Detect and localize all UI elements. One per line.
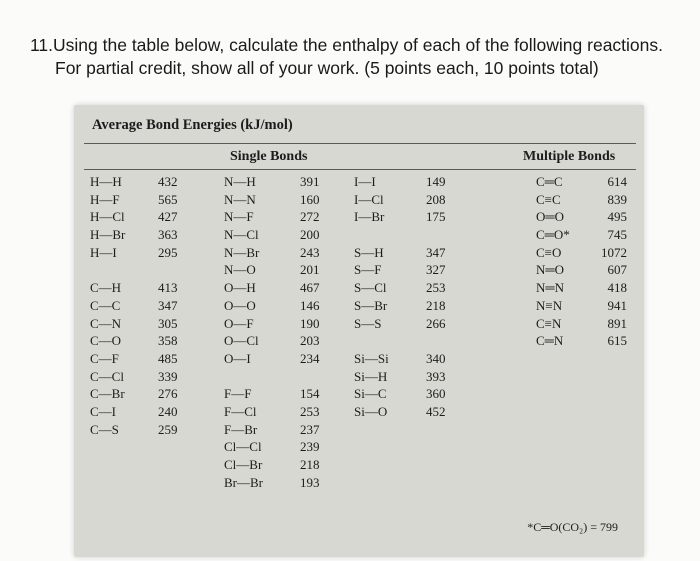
- multiple-bond-energy: 614: [607, 174, 627, 189]
- bond-energy: 193: [300, 474, 320, 490]
- table-row: [74, 386, 644, 404]
- table-footnote: *C═O(CO₂) = 799: [527, 520, 618, 534]
- bond-label: O—F: [224, 315, 254, 331]
- bond-label: N—N: [224, 191, 256, 207]
- bond-energy: 149: [426, 174, 446, 189]
- bond-energy: 272: [300, 209, 320, 225]
- bond-label: C—N: [90, 315, 122, 331]
- multiple-bond-label: N═N: [536, 280, 564, 296]
- bond-energy: 160: [300, 191, 320, 207]
- bond-label: O—H: [224, 280, 256, 296]
- bond-energy: 190: [300, 315, 320, 331]
- bond-label: C—S: [90, 421, 119, 437]
- bond-energy: 240: [158, 403, 178, 419]
- table-title: Average Bond Energies (kJ/mol): [92, 117, 293, 133]
- bond-energy: 253: [426, 280, 446, 296]
- table-row: [74, 245, 644, 263]
- bond-label: Cl—Br: [224, 457, 263, 472]
- bond-label: N—Cl: [224, 227, 259, 243]
- multiple-bond-energy: 941: [607, 297, 627, 313]
- table-row: [74, 369, 644, 387]
- bond-label: Si—Si: [354, 350, 389, 366]
- bond-label: N—F: [224, 209, 254, 225]
- table-row: [74, 333, 644, 351]
- bond-energy: 467: [300, 280, 320, 296]
- bond-energy: 360: [426, 386, 446, 402]
- bond-energy: 259: [158, 421, 178, 437]
- table-row: [74, 298, 644, 316]
- multiple-bond-energy: 418: [607, 280, 627, 296]
- bond-label: C—F: [90, 350, 119, 366]
- bond-label: I—Br: [354, 209, 385, 225]
- bond-energy: 218: [300, 457, 320, 472]
- bond-label: Cl—Cl: [224, 439, 262, 455]
- bond-label: O—I: [224, 350, 251, 366]
- bond-label: H—I: [90, 244, 117, 260]
- bond-energy-grid: [74, 174, 644, 492]
- multiple-bond-label: N═O: [536, 262, 564, 278]
- bond-label: F—Cl: [224, 403, 257, 419]
- single-bonds-header: Single Bonds: [230, 149, 308, 164]
- bond-energy: 427: [158, 209, 178, 225]
- bond-label: S—Cl: [354, 280, 387, 296]
- bond-label: C—Cl: [90, 368, 124, 384]
- table-row: [74, 174, 644, 192]
- bond-energy: 276: [158, 386, 178, 402]
- bond-label: O—O: [224, 297, 256, 313]
- multiple-bond-energy: 891: [607, 315, 627, 331]
- bond-energy: 327: [426, 262, 446, 278]
- bond-label: S—Br: [354, 297, 388, 313]
- bond-label: C—O: [90, 333, 122, 349]
- multiple-bond-label: N≡N: [536, 297, 563, 313]
- header-rule-top: [84, 143, 636, 144]
- multiple-bond-energy: 615: [607, 333, 627, 349]
- bond-energy: 363: [158, 227, 178, 243]
- table-row: [74, 404, 644, 422]
- table-row: [74, 439, 644, 457]
- multiple-bond-label: O═O: [536, 209, 564, 225]
- multiple-bond-energy: 745: [607, 227, 627, 243]
- bond-energy: 305: [158, 315, 178, 331]
- bond-label: H—H: [90, 174, 122, 189]
- table-row: [74, 475, 644, 493]
- bond-label: C—I: [90, 403, 116, 419]
- bond-label: C—C: [90, 297, 121, 313]
- bond-label: F—Br: [224, 421, 258, 437]
- bond-energy: 218: [426, 297, 446, 313]
- bond-label: Si—C: [354, 386, 387, 402]
- header-rule-bottom: [84, 169, 636, 170]
- multiple-bond-label: C≡C: [536, 191, 561, 207]
- bond-energy: 201: [300, 262, 320, 278]
- bond-energy: 347: [426, 244, 446, 260]
- bond-energy: 237: [300, 421, 320, 437]
- bond-energy: 339: [158, 368, 178, 384]
- bond-energy: 243: [300, 244, 320, 260]
- table-row: [74, 316, 644, 334]
- bond-energy: 175: [426, 209, 446, 225]
- bond-label: Si—O: [354, 403, 388, 419]
- bond-label: F—F: [224, 386, 252, 402]
- bond-energy: 565: [158, 191, 178, 207]
- bond-energy: 239: [300, 439, 320, 455]
- bond-energy: 340: [426, 350, 446, 366]
- bond-energy: 203: [300, 333, 320, 349]
- multiple-bond-label: C≡O: [536, 244, 562, 260]
- table-row: [74, 280, 644, 298]
- bond-energy: 452: [426, 403, 446, 419]
- bond-label: O—Cl: [224, 333, 259, 349]
- bond-energy: 393: [426, 368, 446, 384]
- bond-label: N—O: [224, 262, 256, 278]
- bond-energy: 358: [158, 333, 178, 349]
- multiple-bond-energy: 839: [607, 191, 627, 207]
- bond-energy: 347: [158, 297, 178, 313]
- bond-energy: 253: [300, 403, 320, 419]
- bond-label: Br—Br: [224, 474, 263, 490]
- bond-label: C—H: [90, 280, 122, 296]
- table-row: [74, 457, 644, 475]
- bond-energy: 234: [300, 350, 320, 366]
- multiple-bond-energy: 607: [607, 262, 627, 278]
- bond-energy: 413: [158, 280, 178, 296]
- question-line-1: 11.Using the table below, calculate the enthalpy of each of the following reactions.: [30, 35, 663, 55]
- table-row: [74, 351, 644, 369]
- multiple-bond-energy: 495: [607, 209, 627, 225]
- bond-label: N—Br: [224, 244, 260, 260]
- multiple-bond-energy: 1072: [601, 244, 627, 260]
- bond-label: C—Br: [90, 386, 125, 402]
- bond-energy: 432: [158, 174, 178, 189]
- table-row: [74, 192, 644, 210]
- bond-label: S—H: [354, 244, 384, 260]
- bond-energy: 391: [300, 174, 320, 189]
- bond-label: S—S: [354, 315, 382, 331]
- multiple-bonds-header: Multiple Bonds: [523, 149, 616, 164]
- bond-energy: 295: [158, 244, 178, 260]
- table-row: [74, 262, 644, 280]
- multiple-bond-label: C═C: [536, 174, 563, 189]
- bond-label: H—Cl: [90, 209, 125, 225]
- bond-energy: 208: [426, 191, 446, 207]
- table-row: [74, 209, 644, 227]
- bond-label: H—Br: [90, 227, 126, 243]
- bond-energy: 146: [300, 297, 320, 313]
- bond-energy: 485: [158, 350, 178, 366]
- question-line-2: For partial credit, show all of your work. (5 points each, 10 points total): [55, 58, 599, 78]
- bond-energy: 200: [300, 227, 320, 243]
- multiple-bond-label: C═O*: [536, 227, 570, 243]
- bond-label: Si—H: [354, 368, 388, 384]
- bond-energy: 266: [426, 315, 446, 331]
- table-row: [74, 227, 644, 245]
- question-text: [30, 34, 690, 80]
- bond-label: H—F: [90, 191, 120, 207]
- bond-label: I—Cl: [354, 191, 384, 207]
- multiple-bond-label: C≡N: [536, 315, 562, 331]
- multiple-bond-label: C═N: [536, 333, 564, 349]
- bond-label: I—I: [354, 174, 376, 189]
- bond-label: N—H: [224, 174, 256, 189]
- bond-energy: 154: [300, 386, 320, 402]
- bond-label: S—F: [354, 262, 382, 278]
- bond-energy-table-photo: [74, 105, 644, 557]
- table-row: [74, 422, 644, 440]
